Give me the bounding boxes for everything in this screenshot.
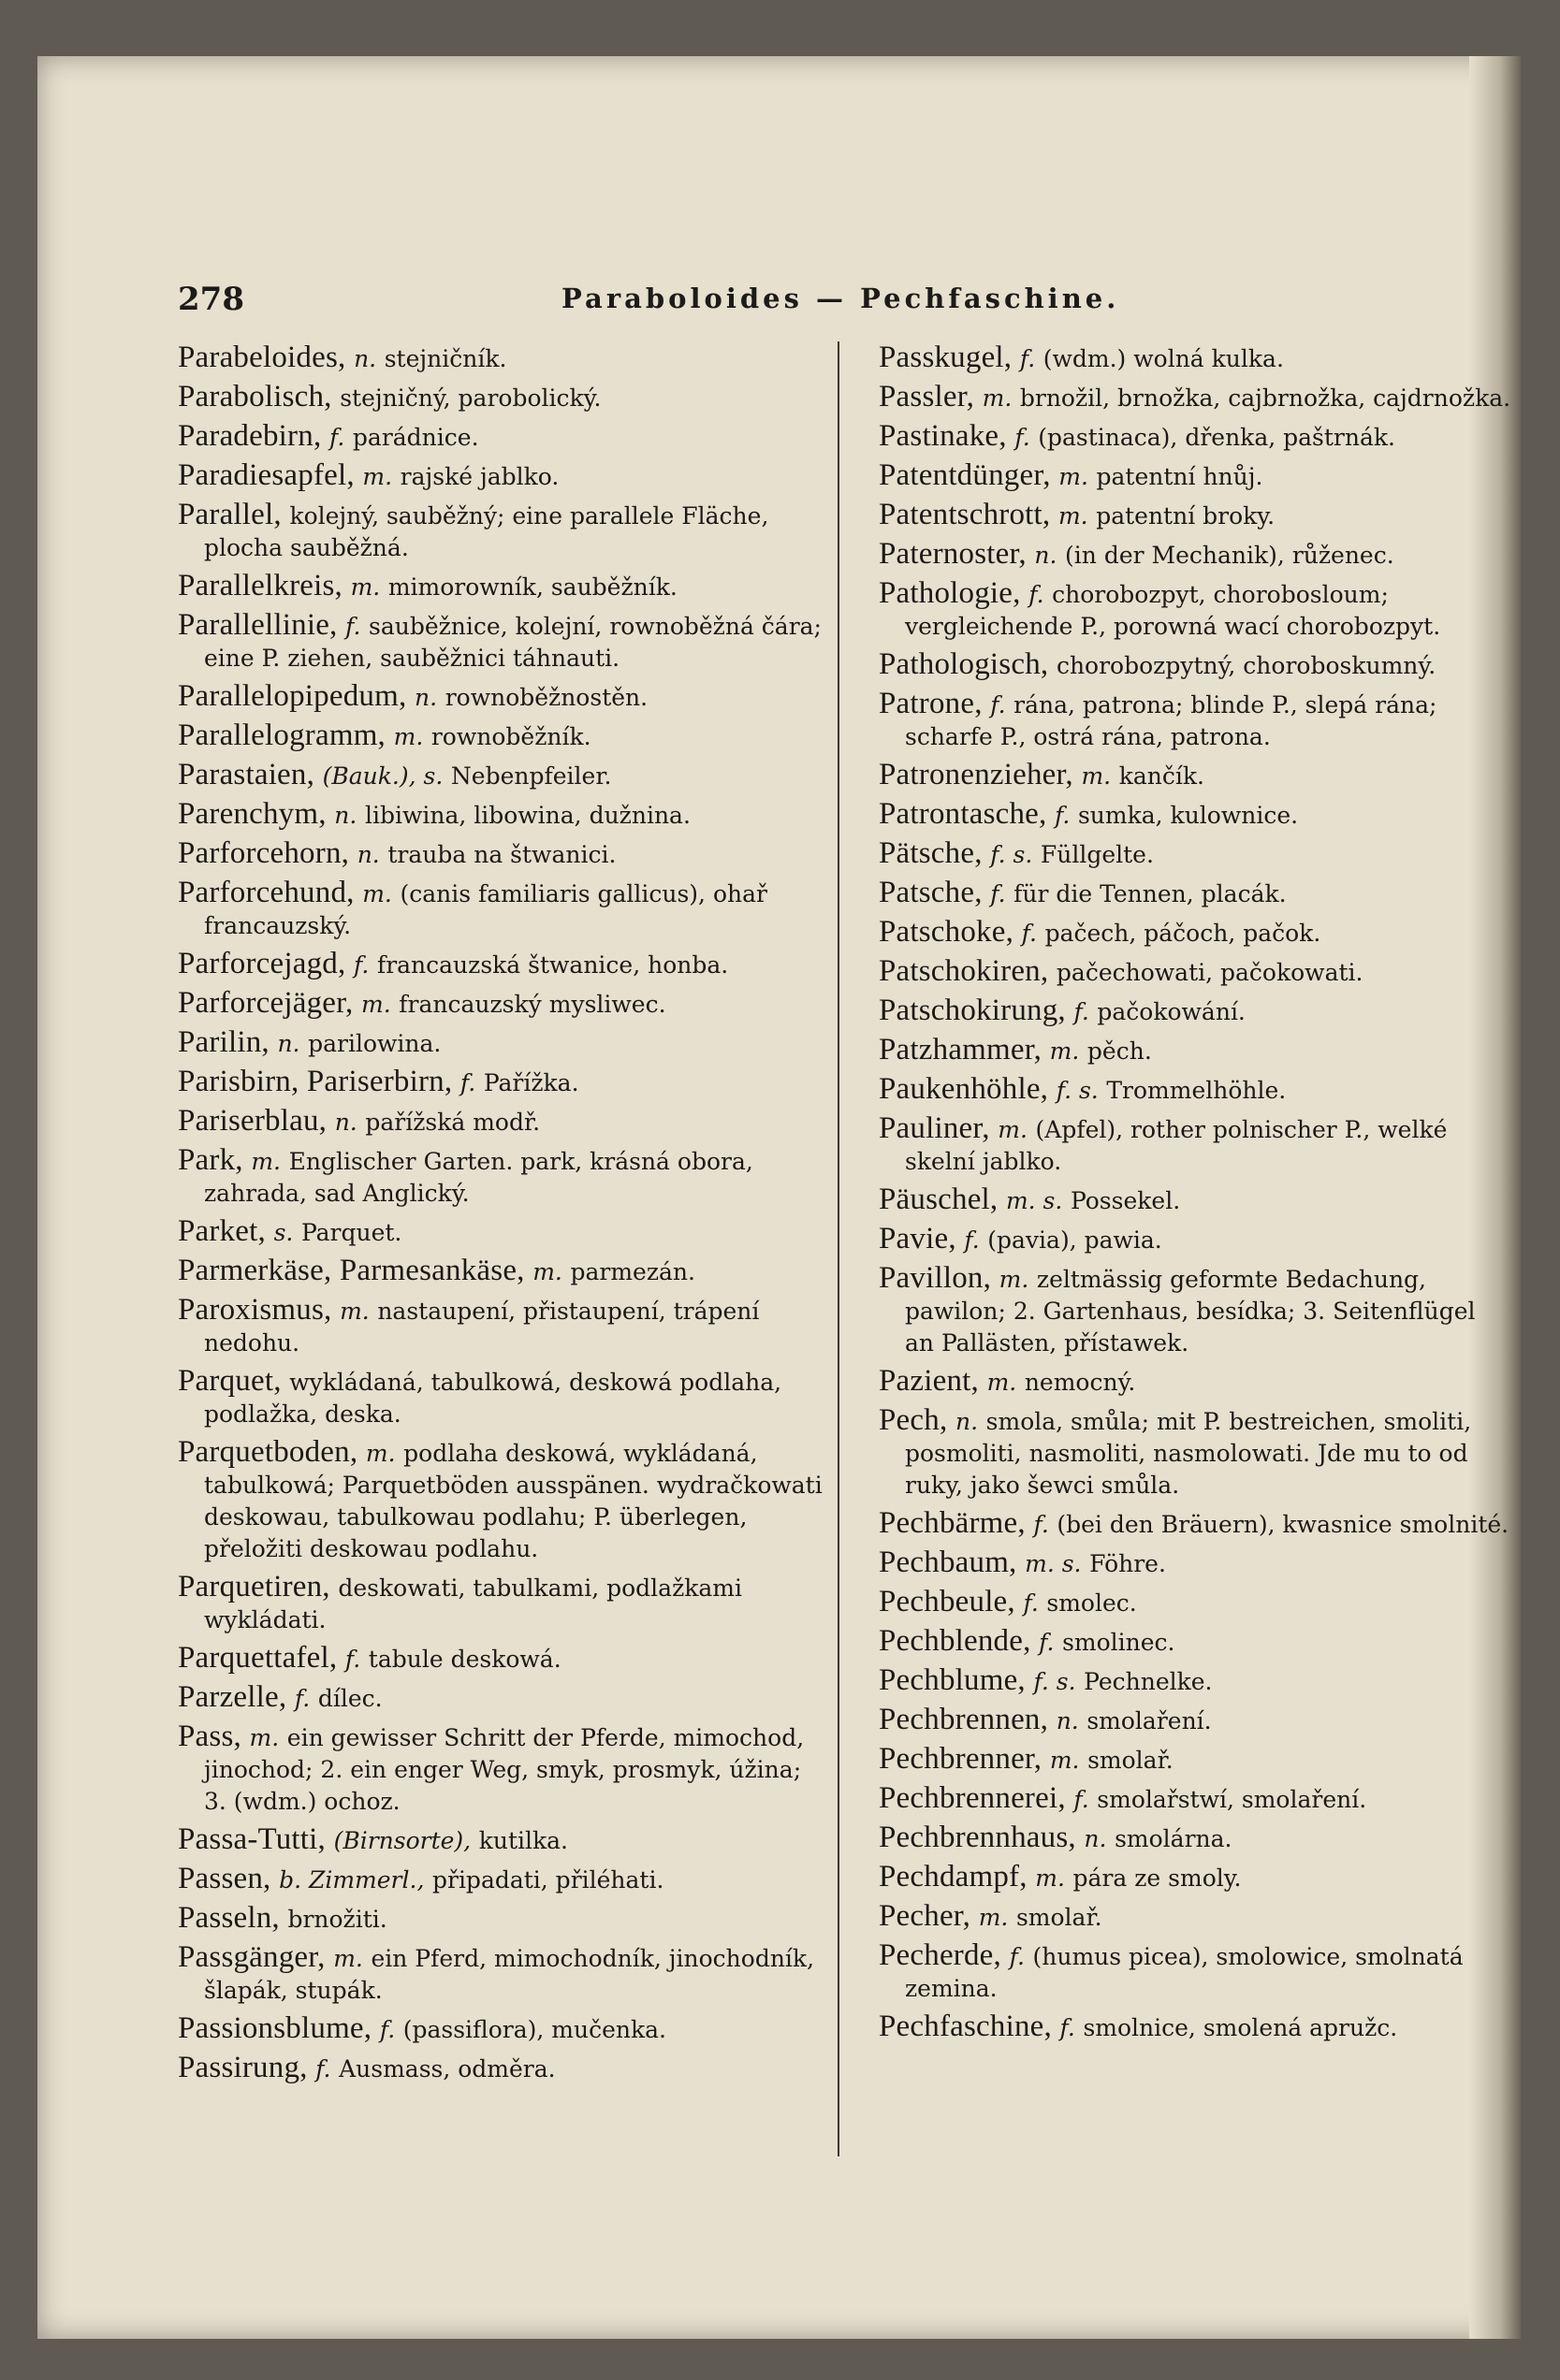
dictionary-entry xyxy=(879,499,1511,532)
entry-definition: Nebenpfeiler. xyxy=(450,762,612,790)
entry-grammar: m. xyxy=(340,1298,370,1325)
entry-headword: Passeln, xyxy=(178,1901,280,1935)
entry-headword: Passler, xyxy=(879,380,975,414)
entry-grammar: m. xyxy=(986,1369,1017,1396)
dictionary-entry xyxy=(178,341,824,375)
dictionary-entry xyxy=(879,1861,1511,1894)
dictionary-entry xyxy=(879,1404,1511,1502)
dictionary-entry xyxy=(879,877,1511,910)
entry-definition: parmezán. xyxy=(570,1258,695,1285)
entry-definition: tabule deskowá. xyxy=(368,1646,561,1673)
entry-grammar: f. xyxy=(459,1069,476,1096)
entry-definition: smolař. xyxy=(1087,1747,1174,1774)
dictionary-entry xyxy=(879,1183,1511,1217)
entry-grammar: m. xyxy=(982,385,1013,412)
entry-headword: Passgänger, xyxy=(178,1940,326,1974)
entry-headword: Parastaien, xyxy=(178,758,315,791)
entry-grammar: f. xyxy=(990,880,1006,907)
entry-grammar: n. xyxy=(955,1408,979,1435)
dictionary-entry xyxy=(178,609,824,675)
entry-headword: Pathologie, xyxy=(879,576,1021,610)
entry-headword: Parisbirn, Pariserbirn, xyxy=(178,1065,453,1098)
dictionary-entry xyxy=(178,1436,824,1565)
dictionary-entry xyxy=(879,837,1511,871)
entry-headword: Patsche, xyxy=(879,876,983,909)
entry-definition: smolinec. xyxy=(1062,1629,1175,1656)
entry-headword: Parket, xyxy=(178,1214,266,1248)
entry-definition: Pechnelke. xyxy=(1084,1668,1213,1695)
entry-headword: Pazient, xyxy=(879,1364,979,1398)
entry-grammar: f. xyxy=(1059,2014,1075,2041)
entry-headword: Pechdampf, xyxy=(879,1860,1028,1894)
entry-definition: smolaření. xyxy=(1086,1707,1212,1734)
entry-definition: pačech, páčoch, pačok. xyxy=(1044,920,1321,947)
book-page xyxy=(37,56,1521,2339)
entry-definition: podlaha deskowá, wykládaná, tabulkowá; Parquetböden ausspänen. wydračkowati deskowau, tabulkowau podlahu; P. überlegen, přeložiti deskowau podlahu. xyxy=(204,1440,823,1562)
dictionary-entry xyxy=(879,759,1511,792)
entry-headword: Pechblume, xyxy=(879,1663,1026,1697)
entry-headword: Pariserblau, xyxy=(178,1104,328,1138)
entry-definition: rajské jablko. xyxy=(400,463,560,490)
dictionary-entry xyxy=(879,688,1511,753)
entry-definition: Parquet. xyxy=(300,1219,402,1246)
entry-headword: Patronenzieher, xyxy=(879,758,1073,791)
entry-definition: smolec. xyxy=(1046,1589,1137,1617)
entry-grammar: m. xyxy=(362,880,392,907)
entry-grammar: m. xyxy=(393,723,424,750)
dictionary-entry xyxy=(879,341,1511,375)
dictionary-entry xyxy=(178,1642,824,1676)
dictionary-entry xyxy=(178,1823,824,1857)
dictionary-entry xyxy=(879,916,1511,950)
dictionary-entry xyxy=(879,1365,1511,1399)
dictionary-entry xyxy=(879,459,1511,493)
dictionary-entry xyxy=(879,1073,1511,1107)
entry-headword: Parmerkäse, Parmesankäse, xyxy=(178,1254,525,1287)
entry-headword: Patzhammer, xyxy=(879,1033,1042,1067)
dictionary-entry xyxy=(879,1034,1511,1067)
entry-grammar: m. s. xyxy=(1025,1550,1082,1577)
left-column xyxy=(178,341,824,2091)
entry-headword: Parabolisch, xyxy=(178,380,332,414)
dictionary-entry xyxy=(178,1902,824,1936)
entry-grammar: f. xyxy=(1014,424,1030,451)
entry-grammar: f. s. xyxy=(1056,1077,1099,1104)
entry-grammar: m. xyxy=(362,463,393,490)
entry-definition: Possekel. xyxy=(1070,1187,1181,1214)
dictionary-entry xyxy=(178,420,824,454)
entry-definition: Füllgelte. xyxy=(1040,841,1154,868)
entry-grammar: f. xyxy=(1073,998,1089,1025)
dictionary-entry xyxy=(178,1681,824,1715)
entry-definition: pačechowati, pačokowati. xyxy=(1056,959,1363,986)
dictionary-entry xyxy=(178,798,824,832)
dictionary-entry xyxy=(178,570,824,603)
entry-definition: (wdm.) wolná kulka. xyxy=(1042,345,1284,372)
dictionary-entry xyxy=(879,1900,1511,1934)
entry-headword: Parabeloides, xyxy=(178,341,346,374)
entry-grammar: m. xyxy=(1049,1747,1080,1774)
entry-grammar: s. xyxy=(273,1219,294,1246)
dictionary-entry xyxy=(879,1546,1511,1580)
entry-definition: kančík. xyxy=(1118,762,1204,790)
entry-definition: rownoběžník. xyxy=(430,723,591,750)
dictionary-entry xyxy=(879,420,1511,454)
entry-grammar: n. xyxy=(357,841,380,868)
entry-grammar: f. xyxy=(964,1226,980,1254)
entry-definition: připadati, přiléhati. xyxy=(431,1866,664,1894)
entry-definition: stejničník. xyxy=(384,345,507,372)
entry-definition: smolnice, smolená apružc. xyxy=(1083,2014,1398,2041)
dictionary-entry xyxy=(879,2010,1511,2044)
entry-headword: Pavillon, xyxy=(879,1261,992,1295)
entry-headword: Patentschrott, xyxy=(879,498,1051,531)
entry-headword: Pechblende, xyxy=(879,1624,1031,1658)
page-number: 278 xyxy=(178,281,244,318)
entry-headword: Pechbrenner, xyxy=(879,1742,1042,1776)
entry-grammar: f. xyxy=(990,691,1006,718)
entry-headword: Parforcejäger, xyxy=(178,986,354,1020)
entry-definition: patentní broky. xyxy=(1096,502,1276,530)
entry-grammar: f. xyxy=(379,2016,396,2043)
entry-headword: Patschoke, xyxy=(879,915,1014,949)
entry-headword: Paroxismus, xyxy=(178,1293,332,1327)
dictionary-entry xyxy=(178,1105,824,1139)
entry-definition: (Apfel), rother polnischer P., welké skelní jablko. xyxy=(905,1116,1448,1175)
entry-grammar: f. xyxy=(1039,1629,1055,1656)
entry-definition: mimorowník, sauběžník. xyxy=(387,573,678,601)
page-header xyxy=(178,281,1338,318)
entry-definition: pařížská modř. xyxy=(365,1109,541,1136)
entry-headword: Patrone, xyxy=(879,687,983,720)
dictionary-entry xyxy=(879,1664,1511,1698)
entry-grammar: n. xyxy=(334,1109,357,1136)
dictionary-entry xyxy=(178,759,824,792)
entry-headword: Pecherde, xyxy=(879,1938,1001,1972)
entry-headword: Passionsblume, xyxy=(178,2011,372,2045)
entry-grammar: m. xyxy=(333,1945,363,1972)
entry-headword: Paradiesapfel, xyxy=(178,458,355,492)
entry-definition: dílec. xyxy=(317,1685,383,1712)
dictionary-entry xyxy=(178,381,824,414)
entry-definition: Trommelhöhle. xyxy=(1106,1077,1287,1104)
dictionary-entry xyxy=(879,1704,1511,1737)
entry-grammar: f. xyxy=(1073,1786,1089,1813)
dictionary-entry xyxy=(178,987,824,1021)
entry-headword: Parallelopipedum, xyxy=(178,679,407,713)
entry-grammar: (Birnsorte), xyxy=(333,1827,472,1854)
entry-grammar: n. xyxy=(415,684,438,711)
entry-definition: pára ze smoly. xyxy=(1072,1865,1242,1892)
entry-definition: chorobozpytný, choroboskumný. xyxy=(1056,652,1436,679)
entry-grammar: m. xyxy=(361,991,391,1018)
entry-definition: patentní hnůj. xyxy=(1096,463,1263,490)
entry-grammar: f. xyxy=(345,613,361,640)
entry-headword: Pecher, xyxy=(879,1899,971,1933)
dictionary-entry xyxy=(879,994,1511,1028)
entry-definition: smola, smůla; mit P. bestreichen, smoliti, posmoliti, nasmoliti, nasmolowati. Jde mu to od ruky, jako šewci smůla. xyxy=(905,1408,1472,1499)
dictionary-entry xyxy=(178,1365,824,1430)
entry-definition: rána, patrona; blinde P., slepá rána; scharfe P., ostrá rána, patrona. xyxy=(905,691,1437,750)
dictionary-entry xyxy=(178,1144,824,1210)
entry-grammar: m. xyxy=(1057,502,1088,530)
dictionary-entry xyxy=(178,459,824,493)
entry-grammar: f. xyxy=(1019,345,1036,372)
entry-headword: Paradebirn, xyxy=(178,419,322,453)
entry-grammar: f. xyxy=(344,1646,361,1673)
entry-grammar: (Bauk.), s. xyxy=(322,762,444,790)
entry-definition: pěch. xyxy=(1086,1038,1152,1065)
entry-headword: Parforcejagd, xyxy=(178,947,346,980)
entry-grammar: m. xyxy=(1081,762,1112,790)
entry-grammar: m. xyxy=(978,1904,1009,1931)
entry-definition: Pařížka. xyxy=(483,1069,579,1096)
entry-grammar: n. xyxy=(1056,1707,1079,1734)
entry-headword: Pass, xyxy=(178,1720,241,1753)
entry-grammar: b. Zimmerl., xyxy=(279,1866,425,1894)
entry-definition: sumka, kulownice. xyxy=(1077,802,1299,829)
entry-grammar: m. xyxy=(251,1148,281,1175)
dictionary-entry xyxy=(178,948,824,981)
running-head: Paraboloides — Pechfaschine. xyxy=(561,283,1120,314)
entry-headword: Pätsche, xyxy=(879,836,983,870)
entry-headword: Parforcehorn, xyxy=(178,836,350,870)
dictionary-entry xyxy=(178,2052,824,2085)
entry-definition: (passiflora), mučenka. xyxy=(402,2016,666,2043)
entry-headword: Pechbärme, xyxy=(879,1506,1026,1540)
entry-headword: Paternoster, xyxy=(879,537,1027,571)
dictionary-entry xyxy=(879,648,1511,682)
entry-headword: Passirung, xyxy=(178,2051,308,2084)
entry-headword: Pechbrennerei, xyxy=(879,1781,1066,1815)
entry-definition: smolař. xyxy=(1015,1904,1102,1931)
entry-definition: nastaupení, přistaupení, trápení nedohu. xyxy=(204,1298,760,1357)
entry-headword: Pechbeule, xyxy=(879,1585,1015,1618)
entry-definition: (pavia), pawia. xyxy=(987,1226,1162,1254)
entry-grammar: n. xyxy=(1084,1825,1107,1852)
dictionary-entry xyxy=(879,1223,1511,1256)
entry-grammar: n. xyxy=(354,345,377,372)
entry-definition: stejničný, parobolický. xyxy=(340,385,602,412)
entry-definition: kolejný, sauběžný; eine parallele Fläche, plocha sauběžná. xyxy=(204,502,769,561)
dictionary-entry xyxy=(178,1941,824,2007)
entry-definition: ein gewisser Schritt der Pferde, mimochod, jinochod; 2. ein enger Weg, smyk, prosmyk, úžina; 3. (wdm.) ochoz. xyxy=(204,1724,805,1815)
entry-definition: francauzská štwanice, honba. xyxy=(376,951,729,979)
entry-headword: Pechbrennen, xyxy=(879,1703,1049,1736)
entry-grammar: f. xyxy=(1021,920,1037,947)
entry-definition: brnožil, brnožka, cajbrnožka, cajdrnožka. xyxy=(1019,385,1511,412)
entry-definition: Föhre. xyxy=(1089,1550,1166,1577)
entry-definition: Englischer Garten. park, krásná obora, zahrada, sad Anglický. xyxy=(204,1148,753,1207)
entry-definition: trauba na štwanici. xyxy=(387,841,617,868)
entry-definition: rownoběžnostěn. xyxy=(445,684,649,711)
dictionary-entry xyxy=(879,1821,1511,1855)
dictionary-entry xyxy=(879,1743,1511,1777)
dictionary-entry xyxy=(178,719,824,753)
dictionary-entry xyxy=(178,1720,824,1818)
entry-headword: Parquettafel, xyxy=(178,1641,338,1675)
entry-grammar: f. xyxy=(315,2055,331,2082)
entry-headword: Parilin, xyxy=(178,1025,270,1059)
entry-headword: Parallellinie, xyxy=(178,608,338,642)
entry-definition: nemocný. xyxy=(1024,1369,1136,1396)
entry-grammar: n. xyxy=(1034,542,1057,569)
dictionary-entry xyxy=(879,1507,1511,1541)
entry-grammar: m. xyxy=(365,1440,396,1467)
entry-definition: für die Tennen, placák. xyxy=(1013,880,1287,907)
entry-grammar: f. xyxy=(354,951,370,979)
entry-headword: Parallelkreis, xyxy=(178,569,343,602)
dictionary-entry xyxy=(178,1255,824,1288)
entry-grammar: f. s. xyxy=(1033,1668,1076,1695)
dictionary-entry xyxy=(178,877,824,942)
entry-definition: brnožiti. xyxy=(287,1906,387,1933)
entry-headword: Park, xyxy=(178,1143,243,1177)
entry-definition: kutilka. xyxy=(478,1827,569,1854)
entry-grammar: f. xyxy=(1023,1589,1039,1617)
entry-definition: deskowati, tabulkami, podlažkami wykládati. xyxy=(204,1575,743,1633)
entry-definition: (pastinaca), dřenka, paštrnák. xyxy=(1038,424,1395,451)
entry-headword: Passen, xyxy=(178,1862,271,1895)
entry-grammar: m. xyxy=(1058,463,1088,490)
dictionary-entry xyxy=(879,1782,1511,1816)
dictionary-entry xyxy=(178,1066,824,1099)
dictionary-entry xyxy=(879,1112,1511,1178)
entry-grammar: m. xyxy=(350,573,381,601)
dictionary-entry xyxy=(178,1294,824,1359)
entry-definition: zeltmässig geformte Bedachung, pawilon; 2. Gartenhaus, besídka; 3. Seitenflügel an Pallästen, přístawek. xyxy=(905,1266,1476,1357)
entry-grammar: f. xyxy=(1055,802,1071,829)
entry-definition: libiwina, libowina, dužnina. xyxy=(364,802,691,829)
right-column xyxy=(838,341,1511,2156)
entry-grammar: f. xyxy=(329,424,345,451)
entry-headword: Pechfaschine, xyxy=(879,2010,1052,2043)
entry-grammar: m. xyxy=(532,1258,562,1285)
dictionary-entry xyxy=(178,680,824,714)
entry-grammar: n. xyxy=(334,802,357,829)
entry-grammar: n. xyxy=(277,1030,300,1057)
entry-grammar: f. xyxy=(1033,1511,1049,1538)
entry-headword: Parquetboden, xyxy=(178,1435,358,1469)
dictionary-entry xyxy=(178,2012,824,2046)
entry-headword: Pavie, xyxy=(879,1222,956,1255)
entry-grammar: f. xyxy=(1028,581,1044,608)
dictionary-entry xyxy=(178,499,824,564)
entry-headword: Parzelle, xyxy=(178,1680,287,1714)
entry-definition: chorobozpyt, chorobosloum; vergleichende P., porowná wací chorobozpyt. xyxy=(905,581,1441,640)
dictionary-entry xyxy=(879,798,1511,832)
entry-headword: Pechbaum, xyxy=(879,1546,1017,1579)
entry-grammar: m. xyxy=(999,1266,1029,1293)
entry-definition: sauběžnice, kolejní, rownoběžná čára; eine P. ziehen, sauběžnici táhnauti. xyxy=(204,613,822,672)
dictionary-entry xyxy=(879,381,1511,414)
entry-headword: Pastinake, xyxy=(879,419,1007,453)
entry-headword: Parenchym, xyxy=(178,797,327,831)
dictionary-entry xyxy=(178,1863,824,1896)
entry-grammar: f. xyxy=(294,1685,311,1712)
entry-headword: Pathologisch, xyxy=(879,647,1049,681)
entry-grammar: m. s. xyxy=(1005,1187,1063,1214)
entry-definition: ein Pferd, mimochodník, jinochodník, šlapák, stupák. xyxy=(204,1945,815,2004)
entry-headword: Parquetiren, xyxy=(178,1570,330,1604)
entry-definition: (bei den Bräuern), kwasnice smolnité. xyxy=(1057,1511,1509,1538)
entry-headword: Patschokiren, xyxy=(879,954,1049,988)
entry-grammar: m. xyxy=(998,1116,1028,1143)
entry-headword: Pechbrennhaus, xyxy=(879,1821,1076,1854)
entry-definition: parádnice. xyxy=(352,424,479,451)
entry-headword: Päuschel, xyxy=(879,1183,999,1216)
dictionary-entry xyxy=(178,837,824,871)
entry-headword: Pauliner, xyxy=(879,1111,990,1145)
entry-headword: Parallel, xyxy=(178,498,282,531)
dictionary-entry xyxy=(178,1215,824,1249)
dictionary-entry xyxy=(178,1571,824,1636)
dictionary-entry xyxy=(879,1262,1511,1359)
entry-grammar: m. xyxy=(1049,1038,1080,1065)
entry-headword: Paukenhöhle, xyxy=(879,1072,1049,1106)
dictionary-entry xyxy=(879,538,1511,572)
entry-definition: (in der Mechanik), růženec. xyxy=(1065,542,1394,569)
entry-headword: Patentdünger, xyxy=(879,458,1051,492)
entry-definition: smolárna. xyxy=(1115,1825,1232,1852)
dictionary-entry xyxy=(879,955,1511,989)
entry-grammar: m. xyxy=(1035,1865,1065,1892)
entry-definition: smolařstwí, smolaření. xyxy=(1097,1786,1367,1813)
entry-definition: (humus picea), smolowice, smolnatá zemina. xyxy=(905,1943,1464,2002)
entry-grammar: f. xyxy=(1009,1943,1025,1970)
dictionary-entry xyxy=(879,577,1511,643)
entry-headword: Parallelogramm, xyxy=(178,718,386,752)
entry-definition: pačokowání. xyxy=(1097,998,1246,1025)
dictionary-entry xyxy=(178,1026,824,1060)
entry-definition: Ausmass, odměra. xyxy=(339,2055,556,2082)
dictionary-entry xyxy=(879,1939,1511,2005)
entry-definition: wykládaná, tabulkowá, deskowá podlaha, podlažka, deska. xyxy=(204,1369,782,1428)
entry-grammar: f. s. xyxy=(990,841,1033,868)
entry-definition: parilowina. xyxy=(308,1030,442,1057)
entry-definition: (canis familiaris gallicus), ohař francauzský. xyxy=(204,880,767,939)
entry-headword: Patschokirung, xyxy=(879,994,1066,1027)
entry-headword: Pech, xyxy=(879,1403,948,1437)
entry-grammar: m. xyxy=(249,1724,280,1751)
entry-headword: Passkugel, xyxy=(879,341,1013,374)
dictionary-entry xyxy=(879,1586,1511,1619)
entry-headword: Patrontasche, xyxy=(879,797,1047,831)
entry-headword: Parforcehund, xyxy=(178,876,355,909)
dictionary-entry xyxy=(879,1625,1511,1659)
entry-headword: Parquet, xyxy=(178,1364,282,1398)
entry-definition: francauzský mysliwec. xyxy=(399,991,666,1018)
entry-headword: Passa-Tutti, xyxy=(178,1822,326,1856)
